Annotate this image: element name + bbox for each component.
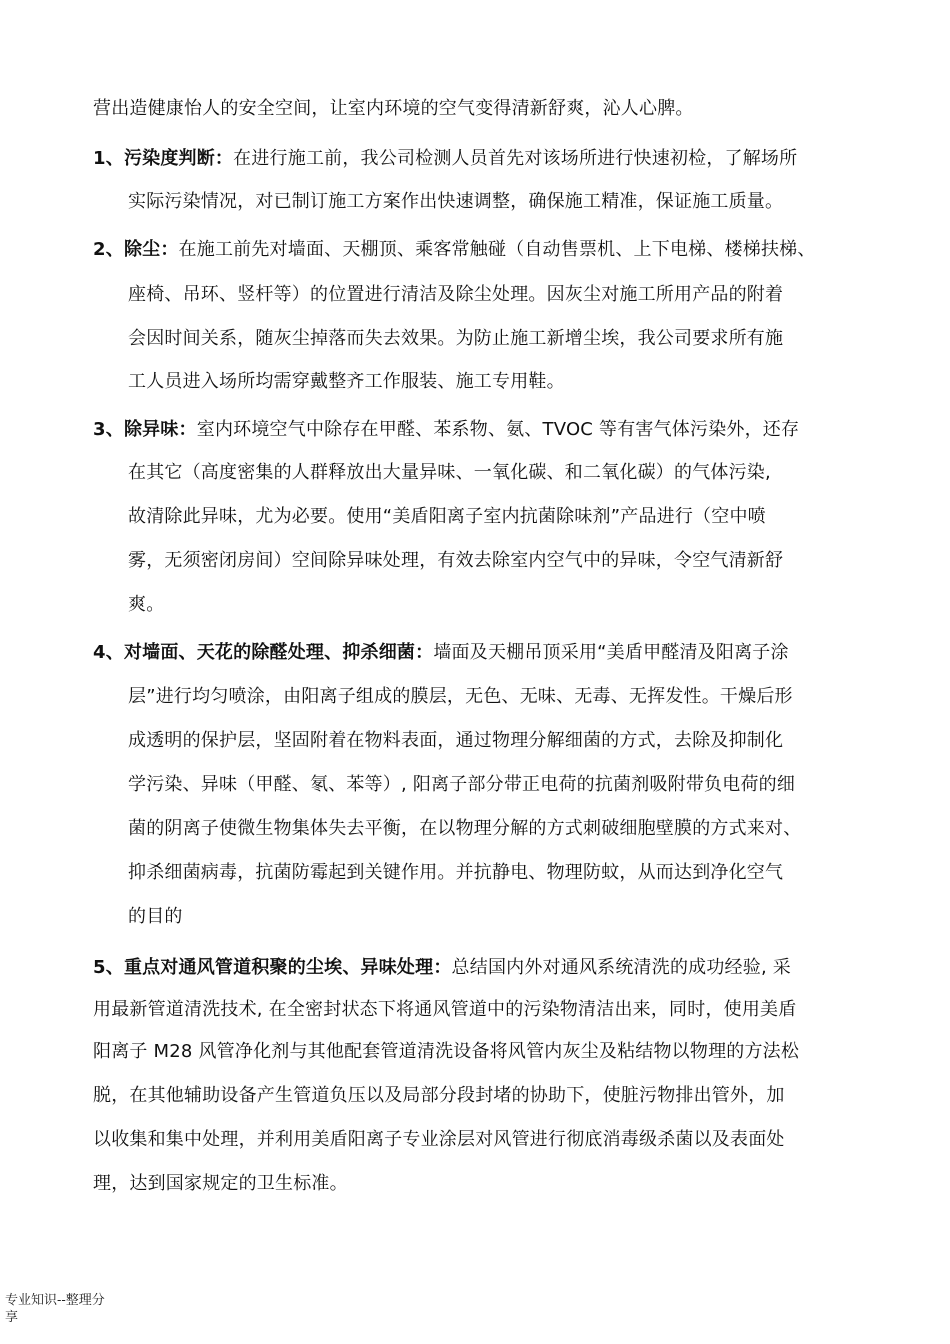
- item-3-line: 雾，无须密闭房间）空间除异味处理，有效去除室内空气中的异味，令空气清新舒: [128, 550, 784, 571]
- item-2-text: 在施工前先对墙面、天棚顶、乘客常触碰（自动售票机、上下电梯、楼梯扶梯、: [178, 239, 816, 260]
- item-1-first-line: [93, 147, 797, 171]
- item-5-heading: 重点对通风管道积聚的尘埃、异味处理：: [123, 957, 452, 978]
- item-2-line: 会因时间关系，随灰尘掉落而失去效果。为防止施工新增尘埃，我公司要求所有施: [128, 328, 784, 349]
- item-5-line: 理，达到国家规定的卫生标准。: [93, 1173, 348, 1194]
- item-4-line: 层”进行均匀喷涂，由阳离子组成的膜层，无色、无味、无毒、无挥发性。干燥后形: [128, 686, 793, 707]
- item-3-text: 室内环境空气中除存在甲醛、苯系物、氨、TVOC 等有害气体污染外，还存: [196, 419, 800, 440]
- item-3-number: 3、: [93, 419, 124, 440]
- item-1-line: 实际污染情况，对已制订施工方案作出快速调整，确保施工精准，保证施工质量。: [128, 191, 784, 212]
- item-2-first-line: [93, 238, 816, 262]
- item-4-text: 墙面及天棚吊顶采用“美盾甲醛清及阳离子涂: [433, 642, 789, 663]
- item-4-number: 4、: [93, 642, 124, 663]
- footer-note: 专业知识--整理分享: [5, 1293, 105, 1325]
- item-5-line: 阳离子 M28 风管净化剂与其他配套管道清洗设备将风管内灰尘及粘结物以物理的方法松: [93, 1041, 800, 1062]
- item-4-line: 抑杀细菌病毒，抗菌防霉起到关键作用。并抗静电、物理防蚊，从而达到净化空气: [128, 862, 784, 883]
- item-4-line: 菌的阴离子使微生物集体失去平衡，在以物理分解的方式刺破细胞壁膜的方式来对、: [128, 818, 802, 839]
- item-5-line: 脱，在其他辅助设备产生管道负压以及局部分段封堵的协助下，使脏污物排出管外，加: [93, 1085, 785, 1106]
- item-4-line: 的目的: [128, 906, 183, 927]
- item-4-line: 学污染、异味（甲醛、氡、苯等）, 阳离子部分带正电荷的抗菌剂吸附带负电荷的细: [128, 774, 796, 795]
- item-3-heading: 除异味：: [123, 419, 197, 440]
- item-5-line: 以收集和集中处理，并利用美盾阳离子专业涂层对风管进行彻底消毒级杀菌以及表面处: [93, 1129, 785, 1150]
- item-3-line: 故清除此异味，尤为必要。使用“美盾阳离子室内抗菌除味剂”产品进行（空中喷: [128, 506, 766, 527]
- item-4-heading: 对墙面、天花的除醛处理、抑杀细菌：: [123, 642, 434, 663]
- item-1-text: 在进行施工前，我公司检测人员首先对该场所进行快速初检，了解场所: [233, 148, 798, 169]
- item-1-heading: 污染度判断：: [123, 148, 234, 169]
- item-4-line: 成透明的保护层，坚固附着在物料表面，通过物理分解细菌的方式，去除及抑制化: [128, 730, 784, 751]
- item-3-first-line: [93, 418, 799, 442]
- item-5-number: 5、: [93, 957, 124, 978]
- item-3-line: 爽。: [128, 594, 165, 615]
- item-3-line: 在其它（高度密集的人群释放出大量异味、一氧化碳、和二氧化碳）的气体污染,: [128, 462, 771, 483]
- intro-line: 营出造健康怡人的安全空间，让室内环境的空气变得清新舒爽，沁人心脾。: [93, 98, 694, 119]
- item-2-number: 2、: [93, 239, 124, 260]
- item-2-heading: 除尘：: [123, 239, 179, 260]
- item-5-line: 用最新管道清洗技术, 在全密封状态下将通风管道中的污染物清洁出来，同时，使用美盾: [93, 999, 797, 1020]
- item-5-first-line: [93, 956, 791, 980]
- item-4-first-line: [93, 641, 789, 665]
- item-5-text: 总结国内外对通风系统清洗的成功经验, 采: [451, 957, 791, 978]
- item-1-number: 1、: [93, 148, 124, 169]
- item-2-line: 座椅、吊环、竖杆等）的位置进行清洁及除尘处理。因灰尘对施工所用产品的附着: [128, 284, 784, 305]
- item-2-line: 工人员进入场所均需穿戴整齐工作服装、施工专用鞋。: [128, 371, 565, 392]
